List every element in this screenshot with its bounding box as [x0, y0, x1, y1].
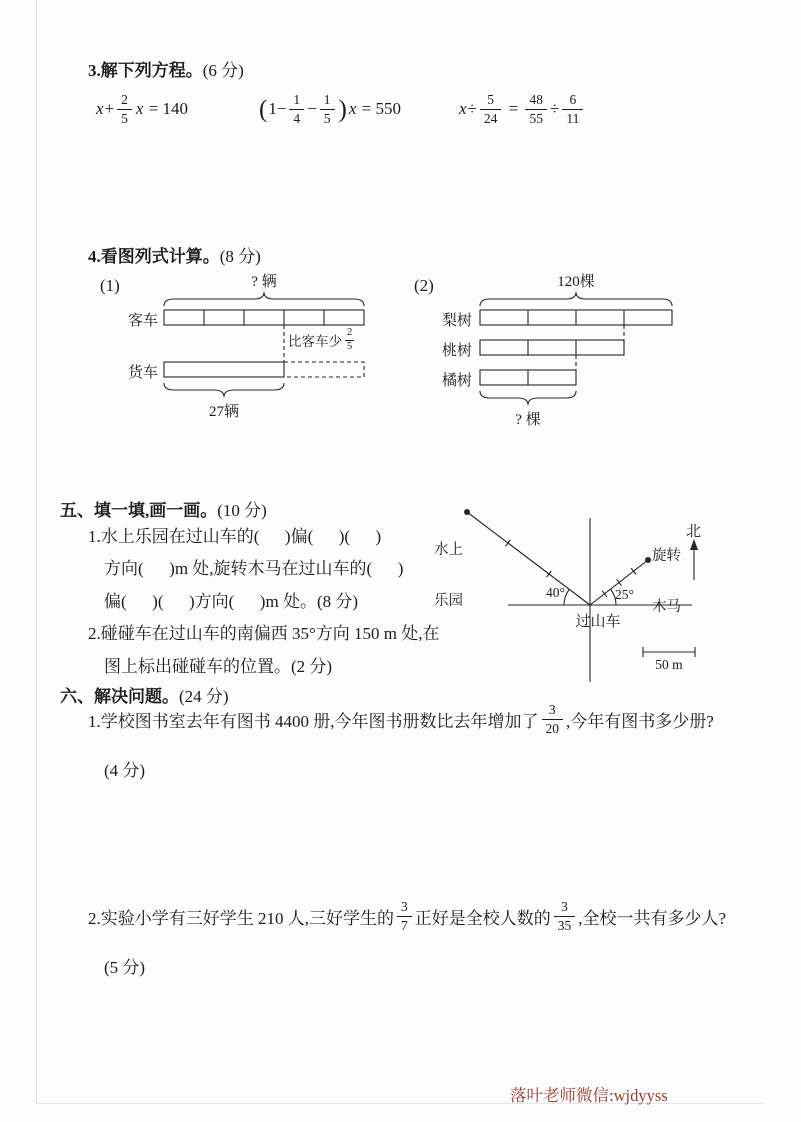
- fraction-numerator: 1: [323, 92, 331, 107]
- water-park-ray: [467, 512, 590, 605]
- eq3-fraction-6-11: [562, 93, 583, 125]
- bus-question-label: ? 辆: [251, 274, 277, 290]
- section-4-header: [88, 242, 261, 267]
- carousel-label: [652, 514, 681, 650]
- bar-diagram-trees-svg: [440, 270, 700, 428]
- section-6-title: 六、解决问题。: [60, 687, 179, 706]
- north-arrow: [690, 539, 698, 580]
- water-park-label-line2: 乐园: [434, 593, 463, 609]
- truck-total-label: 27辆: [208, 404, 239, 420]
- section-3-score: (6 分): [202, 61, 244, 80]
- section-5-score: (10 分): [217, 501, 267, 520]
- direction-diagram: [428, 492, 728, 692]
- section-5-header: [60, 496, 267, 521]
- pear-row-label: 梨树: [442, 313, 473, 329]
- item-2-label: (2): [414, 276, 434, 295]
- eq2-fraction-1-5: [320, 93, 335, 125]
- underbrace: [480, 391, 576, 405]
- fraction-denominator: 5: [347, 340, 353, 352]
- fraction-numerator: 5: [487, 92, 495, 107]
- fraction-denominator: 11: [562, 109, 583, 126]
- eq2-open-paren: (: [259, 95, 268, 123]
- fraction-numerator: 2: [347, 327, 353, 338]
- eq2-fraction-1-4: [289, 93, 304, 125]
- eq3-fraction-5-24: [480, 93, 502, 125]
- trees-total-label: 120棵: [557, 274, 595, 290]
- word-problem-1: [88, 703, 758, 735]
- carousel-dot: [645, 557, 651, 563]
- orange-question-label: ? 棵: [515, 412, 541, 428]
- problem-2-fraction-3-7: [397, 900, 412, 932]
- bar-diagram-trees: [440, 270, 700, 428]
- footer-wechat: 落叶老师微信:wjdyyss: [510, 1086, 668, 1105]
- north-label: 北: [686, 524, 702, 540]
- problem-1-text-b: ,今年有图书多少册?: [566, 711, 714, 731]
- problem-2-text-c: ,全校一共有多少人?: [578, 908, 727, 928]
- peach-bar-ticks: [528, 340, 576, 355]
- comparison-note: [288, 328, 357, 352]
- water-park-label-line1: 水上: [434, 542, 463, 558]
- problem-1-score: (4 分): [104, 761, 146, 780]
- scale-label: 50 m: [655, 657, 683, 672]
- page-edge-left: [36, 0, 37, 1104]
- comparison-fraction-2-5: [345, 328, 354, 352]
- equation-3: [458, 88, 586, 130]
- problem-2-score: (5 分): [104, 958, 146, 977]
- truck-bar: [164, 362, 284, 377]
- question-1-line-1: 1.水上乐园在过山车的( )偏( )( ): [88, 527, 382, 546]
- eq3-equals: =: [504, 99, 523, 118]
- bus-row-label: 客车: [128, 313, 159, 329]
- carousel-label-line1: 旋转: [652, 548, 681, 564]
- section-4-title: 4.看图列式计算。: [88, 247, 220, 266]
- eq2-rhs: = 550: [357, 99, 401, 118]
- fraction-numerator: 1: [293, 92, 301, 107]
- pear-bar-ticks: [528, 310, 624, 325]
- problem-2-text-b: 正好是全校人数的: [414, 908, 551, 928]
- fraction-denominator: 4: [289, 109, 304, 126]
- fraction-numerator: 48: [529, 92, 543, 107]
- orange-row-label: 橘树: [442, 373, 473, 389]
- water-park-dot: [464, 509, 470, 515]
- eq2-one-minus: 1−: [268, 99, 287, 118]
- item-1-label: (1): [100, 276, 120, 295]
- peach-bar: [480, 340, 624, 355]
- peach-row-label: 桃树: [442, 343, 473, 359]
- problem-1-fraction-3-20: [542, 703, 564, 735]
- problem-2-fraction-3-35: [554, 900, 576, 932]
- equation-1: [95, 88, 188, 130]
- bar-diagram-vehicles: [126, 270, 386, 420]
- fraction-denominator: 5: [117, 109, 132, 126]
- eq1-fraction-2-5: [117, 93, 132, 125]
- eq1-var-x: x: [96, 99, 104, 118]
- problem-2-text-a: 2.实验小学有三好学生 210 人,三好学生的: [88, 908, 394, 928]
- eq2-minus: −: [307, 99, 317, 118]
- angle-40-label: 40°: [546, 585, 565, 600]
- fraction-denominator: 7: [397, 916, 412, 933]
- section-6-score: (24 分): [179, 687, 229, 706]
- question-1-line-2: 方向( )m 处,旋转木马在过山车的( ): [104, 559, 404, 579]
- roller-coaster-label: 过山车: [575, 614, 621, 630]
- section-5-questions: [88, 521, 480, 683]
- fraction-numerator: 6: [569, 92, 577, 107]
- eq1-plus: +: [104, 99, 115, 118]
- eq2-close-paren: ): [338, 95, 347, 123]
- question-1-line-3: 偏( )( )方向( )m 处。(8 分): [104, 591, 359, 611]
- eq3-divide-2: ÷: [549, 99, 560, 118]
- word-problem-2: [88, 900, 758, 932]
- eq2-var-x: x: [348, 99, 357, 118]
- fraction-denominator: 24: [480, 109, 502, 126]
- carousel-label-line2: 木马: [652, 599, 681, 615]
- comparison-note-text: 比客车少: [288, 334, 342, 349]
- fraction-numerator: 3: [401, 899, 408, 914]
- angle-25-label: 25°: [615, 587, 634, 602]
- eq3-fraction-48-55: [525, 93, 547, 125]
- fraction-denominator: 55: [525, 109, 547, 126]
- water-park-label: [434, 508, 463, 644]
- underbrace: [164, 383, 284, 397]
- fraction-denominator: 5: [320, 109, 335, 126]
- fraction-denominator: 35: [554, 916, 576, 933]
- question-2-line-2: 图上标出碰碰车的位置。(2 分): [104, 656, 333, 676]
- fraction-numerator: 3: [548, 702, 556, 717]
- eq3-var-x: x: [459, 99, 467, 118]
- section-3-title: 3.解下列方程。: [88, 61, 203, 80]
- fraction-numerator: 2: [121, 92, 128, 107]
- bus-bar: [164, 310, 364, 325]
- section-5-title: 五、填一填,画一画。: [60, 501, 218, 520]
- equation-2: [258, 88, 401, 130]
- problem-1-text-a: 1.学校图书室去年有图书 4400 册,今年图书册数比去年增加了: [88, 711, 539, 731]
- fraction-numerator: 3: [561, 899, 568, 914]
- overbrace: [480, 292, 672, 306]
- eq1-rhs: = 140: [144, 99, 189, 118]
- fraction-denominator: 20: [542, 719, 564, 736]
- section-3-header: [88, 56, 244, 81]
- eq3-divide-1: ÷: [467, 99, 477, 118]
- question-2-line-1: 2.碰碰车在过山车的南偏西 35°方向 150 m 处,在: [88, 624, 440, 644]
- overbrace: [164, 292, 364, 306]
- truck-row-label: 货车: [128, 365, 159, 381]
- eq1-var-x2: x: [135, 99, 144, 118]
- bus-bar-ticks: [204, 310, 324, 325]
- section-4-score: (8 分): [219, 247, 261, 266]
- truck-missing-part: [284, 362, 364, 377]
